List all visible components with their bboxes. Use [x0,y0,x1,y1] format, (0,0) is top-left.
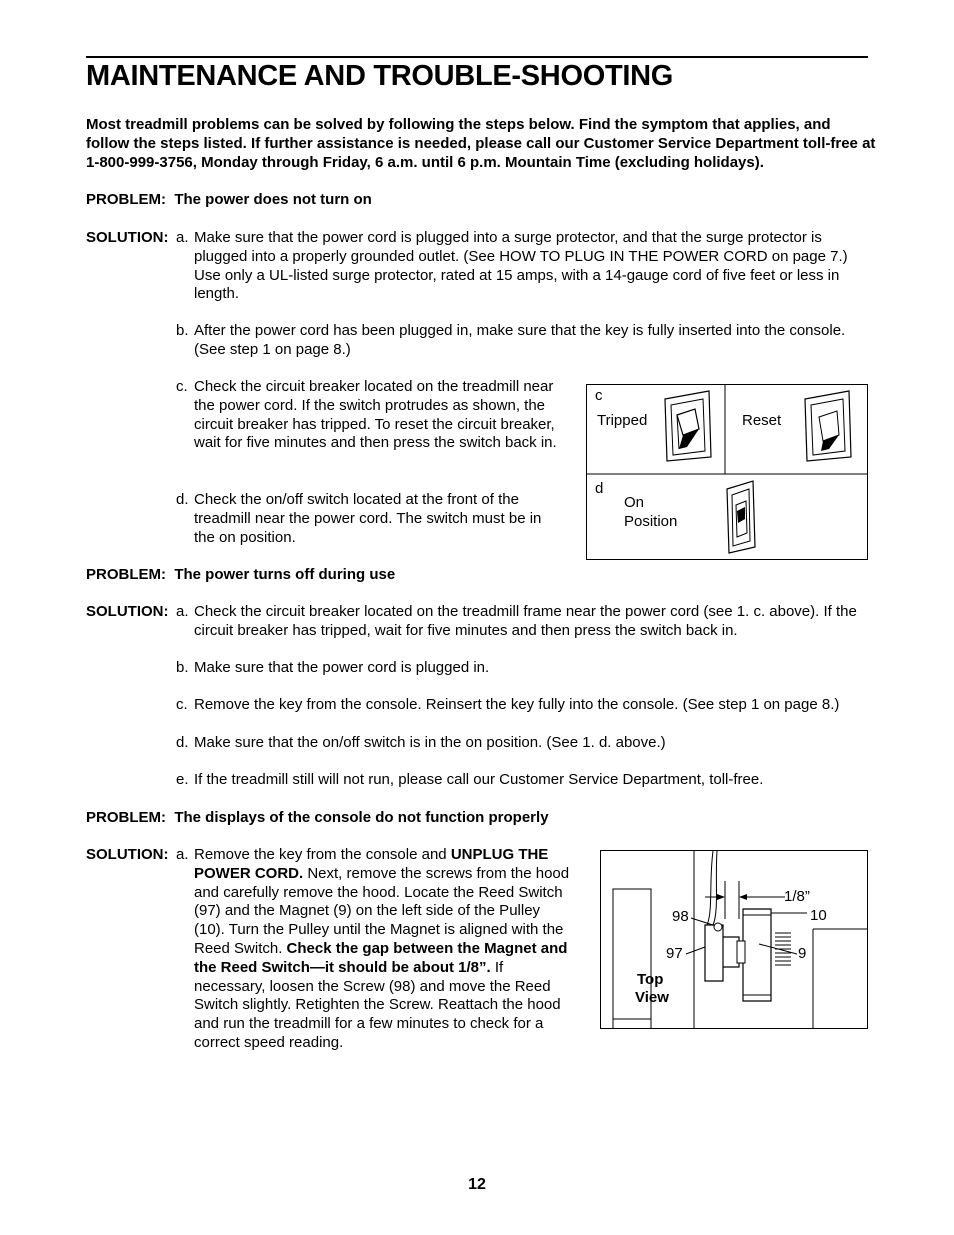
on-off-switch-icon [727,481,755,553]
screw-98-label: 98 [672,908,689,925]
page-number: 12 [468,1176,486,1193]
tripped-switch-icon [665,391,711,461]
reed-switch-97-label: 97 [666,945,683,962]
panel-d-label: d [595,480,604,497]
panel-c-label: c [595,387,603,404]
solution-2b: b. Make sure that the power cord is plugged in. [176,659,490,676]
pulley-10-label: 10 [810,907,827,924]
problem-1-text: The power does not turn on [174,191,372,208]
problem-1 [86,191,372,210]
solution-2c: c. Remove the key from the console. Reinsert the key fully into the console. (See step 1 on page 8.) [176,696,840,713]
position-label: Position [624,513,678,530]
reed-switch-figure [600,850,868,1029]
tripped-label: Tripped [597,412,648,429]
problem-3: PROBLEM: The displays of the console do not function properly [86,809,549,826]
solution-2a: a. Check the circuit breaker located on the treadmill frame near the power cord (see 1. c. above). If the circuit breaker has tripped, wait for five minutes and then press the switch back in. [176,603,857,639]
view-label: View [635,989,669,1006]
intro-paragraph: Most treadmill problems can be solved by following the steps below. Find the symptom that applies, and follow the steps listed. If further assistance is needed, please call our Customer Service Department toll-free at 1-800-999-3756, Monday through Friday, 6 a.m. until 6 p.m. Mountain Time (excluding holidays). [86,116,876,171]
reset-switch-icon [805,391,851,461]
problem-2-text: The power turns off during use [174,566,396,583]
page-title: MAINTENANCE AND TROUBLE-SHOOTING [86,60,674,92]
solution-1b: b. After the power cord has been plugged in, make sure that the key is fully inserted into the console. (See step 1 on page 8.) [176,322,846,358]
title-rule [86,56,868,58]
solution-2e: e. If the treadmill still will not run, please call our Customer Service Department, toll-free. [176,771,764,788]
problem-label: PROBLEM: [86,191,166,208]
solution-1d: d. Check the on/off switch located at the front of the treadmill near the power cord. The switch must be in the on position. [176,491,542,546]
problem-3-text: The displays of the console do not function properly [174,809,549,826]
solution-label: SOLUTION: [86,229,169,246]
solution-1a: a. Make sure that the power cord is plugged into a surge protector, and that the surge protector is plugged into a properly grounded outlet. (See HOW TO PLUG IN THE POWER CORD on page 7.) Use only a UL-listed surge protector, rated at 15 amps, with a 14-gauge cord of five feet or less in length. [176,229,848,303]
switch-figure [586,384,868,560]
top-label: Top [637,971,664,988]
solution-label: SOLUTION: [86,603,169,620]
problem-2: PROBLEM: The power turns off during use [86,566,396,583]
solution-2d: d. Make sure that the on/off switch is in the on position. (See 1. d. above.) [176,734,666,751]
solution-3a: a. Remove the key from the console and UNPLUG THE POWER CORD. Next, remove the screws from the hood and carefully remove the hood. Locate the Reed Switch (97) and the Magnet (9) on the left side of the Pulley (10). Turn the Pulley until the Magnet is aligned with the Reed Switch. Check the gap between the Magnet and the Reed Switch—it should be about 1/8”. If necessary, loosen the Screw (98) and move the Reed Switch slightly. Retighten the Screw. Reattach the hood and run the treadmill for a few minutes to check for a correct speed reading. [176,846,570,1051]
reset-label: Reset [742,412,782,429]
solution-label: SOLUTION: [86,846,169,863]
gap-dimension-label: 1/8” [784,888,810,905]
on-label: On [624,494,645,511]
magnet-9-label: 9 [798,945,807,962]
solution-1c: c. Check the circuit breaker located on the treadmill near the power cord. If the switch protrudes as shown, the circuit breaker has tripped. To reset the circuit breaker, wait for five minutes and then press the switch back in. [176,378,557,452]
